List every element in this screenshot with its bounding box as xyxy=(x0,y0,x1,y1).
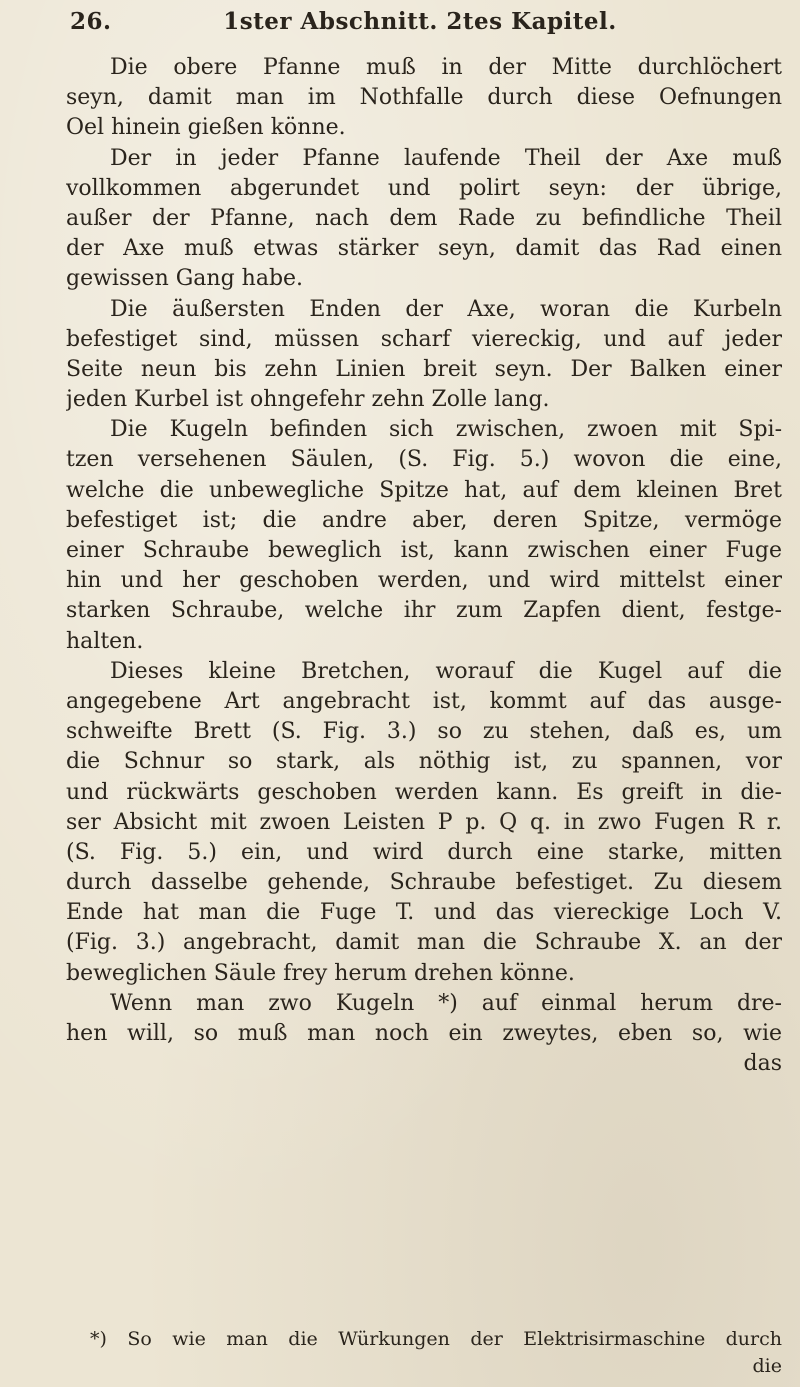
text-line: Wenn man zwo Kugeln *) auf einmal herum dre- xyxy=(110,990,782,1016)
text-line: welche die unbewegliche Spitze hat, auf dem kleinen Bret xyxy=(66,477,782,503)
running-title: 1ster Abschnitt. 2tes Kapitel. xyxy=(223,8,617,35)
body-text xyxy=(66,53,782,1079)
footnote xyxy=(90,1326,782,1380)
text-line: jeden Kurbel ist ohngefehr zehn Zolle lang. xyxy=(66,387,550,413)
text-line: und rückwärts geschoben werden kann. Es greift in die- xyxy=(66,779,782,805)
text-line: seyn, damit man im Nothfalle durch diese Oefnungen xyxy=(66,85,782,111)
text-line: halten. xyxy=(66,628,144,654)
text-line: tzen versehenen Säulen, (S. Fig. 5.) wovon die eine, xyxy=(66,447,782,473)
text-line: der Axe muß etwas stärker seyn, damit das Rad einen xyxy=(66,236,782,262)
text-line: befestiget ist; die andre aber, deren Spitze, vermöge xyxy=(66,507,782,533)
page-header xyxy=(70,2,770,42)
text-line: Seite neun bis zehn Linien breit seyn. Der Balken einer xyxy=(66,356,782,382)
text-line: angegebene Art angebracht ist, kommt auf das ausge- xyxy=(66,688,782,714)
text-line: ser Absicht mit zwoen Leisten P p. Q q. in zwo Fugen R r. xyxy=(66,809,782,835)
text-line: hen will, so muß man noch ein zweytes, eben so, wie xyxy=(66,1021,782,1046)
text-line: einer Schraube beweglich ist, kann zwischen einer Fuge xyxy=(66,538,782,563)
text-line: Die Kugeln befinden sich zwischen, zwoen mit Spi- xyxy=(110,417,782,443)
text-line: (S. Fig. 5.) ein, und wird durch eine starke, mitten xyxy=(66,839,782,865)
text-line: das xyxy=(743,1051,782,1077)
footnote-line: *) So wie man die Würkungen der Elektrisirmaschine durch xyxy=(90,1328,782,1350)
text-line: beweglichen Säule frey herum drehen könne. xyxy=(66,960,575,986)
text-line: Ende hat man die Fuge T. und das viereckige Loch V. xyxy=(66,900,782,926)
text-line: Die äußersten Enden der Axe, woran die Kurbeln xyxy=(110,296,782,322)
text-line: schweifte Brett (S. Fig. 3.) so zu stehen, daß es, um xyxy=(66,719,782,745)
text-line: Dieses kleine Bretchen, worauf die Kugel auf die xyxy=(110,658,782,684)
text-line: starken Schraube, welche ihr zum Zapfen dient, festge- xyxy=(66,598,782,624)
footnote-line: die xyxy=(752,1355,782,1377)
text-line: gewissen Gang habe. xyxy=(66,266,304,292)
text-line: befestiget sind, müssen scharf viereckig, und auf jeder xyxy=(66,326,782,352)
page-number: 26. xyxy=(70,8,112,35)
text-line: die Schnur so stark, als nöthig ist, zu spannen, vor xyxy=(66,749,782,775)
text-line: Der in jeder Pfanne laufende Theil der Axe muß xyxy=(110,145,782,171)
text-line: (Fig. 3.) angebracht, damit man die Schraube X. an der xyxy=(66,930,782,956)
text-line: Die obere Pfanne muß in der Mitte durchlöchert xyxy=(110,55,782,80)
text-line: Oel hinein gießen könne. xyxy=(66,115,346,141)
text-line: vollkommen abgerundet und polirt seyn: der übrige, xyxy=(66,175,782,201)
text-line: hin und her geschoben werden, und wird mittelst einer xyxy=(66,568,782,594)
text-line: außer der Pfanne, nach dem Rade zu befindliche Theil xyxy=(66,205,782,231)
text-line: durch dasselbe gehende, Schraube befestiget. Zu diesem xyxy=(66,870,782,896)
